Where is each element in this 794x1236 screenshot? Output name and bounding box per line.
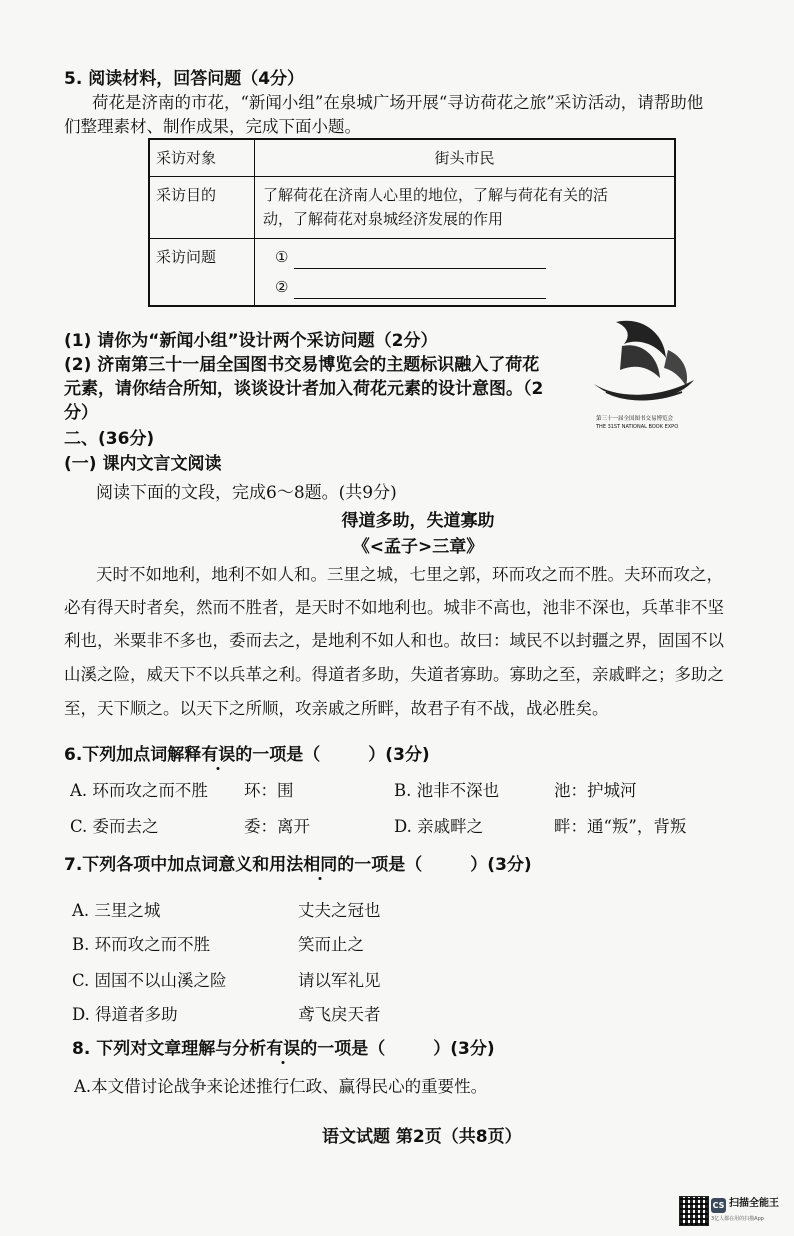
q6-option-c[interactable]: C. 委而去之 <box>70 817 159 836</box>
part2-instruction: 阅读下面的文段，完成6～8题。(共9分) <box>96 483 397 503</box>
interview-table <box>148 138 676 307</box>
q7-stem <box>64 854 532 876</box>
q6-gloss-a: 环：围 <box>244 781 294 800</box>
blank-2-marker: ② <box>275 278 289 296</box>
q7-stem-d: ）(3分) <box>470 855 532 875</box>
row-value-subject: 街头市民 <box>255 139 676 177</box>
q8-option-a[interactable]: A.本文借讨论战争来论述推行仁政、赢得民心的重要性。 <box>74 1077 488 1096</box>
q8-stem <box>72 1038 495 1060</box>
passage-subtitle: 《<孟子>三章》 <box>352 537 484 557</box>
q8-stem-emph: 有误 <box>266 1039 301 1059</box>
q6-option-a[interactable]: A. 环而攻之而不胜 <box>70 781 208 800</box>
answer-blank-2[interactable] <box>261 275 668 299</box>
passage-line-3: 利也，米粟非不多也，委而去之，是地利不如人和也。故曰：域民不以封疆之界，固国不以 <box>64 631 724 650</box>
q6-option-d[interactable]: D. 亲戚畔之 <box>394 817 484 836</box>
passage-line-1: 天时不如地利，地利不如人和。三里之城，七里之郭，环而攻之而不胜。夫环而攻之， <box>96 565 723 584</box>
passage-line-4: 山溪之险，威天下不以兵革之利。得道者多助，失道者寡助。寡助之至，亲戚畔之；多助之 <box>64 665 724 684</box>
q6-stem-d: ）(3分) <box>368 745 430 765</box>
q6-gloss-c: 委：离开 <box>244 817 310 836</box>
logo-caption-cn: 第三十一届全国图书交易博览会 <box>596 416 674 422</box>
row-label-purpose: 采访目的 <box>149 177 255 239</box>
blank-1-line <box>294 252 546 269</box>
q7-stem-emph: 相同 <box>303 855 338 875</box>
part2-heading: 二、(36分) <box>64 429 155 449</box>
blank-2-line <box>294 282 546 299</box>
q7-option-c[interactable]: C. 固国不以山溪之险 <box>72 971 227 990</box>
book-expo-logo <box>586 314 700 436</box>
q6-stem-a: 6.下列加点词解释 <box>64 745 202 765</box>
q8-stem-d: ）(3分) <box>433 1039 495 1059</box>
q6-stem <box>64 744 430 766</box>
row-value-questions <box>255 239 676 307</box>
page-footer: 语文试题 第2页（共8页） <box>322 1127 522 1147</box>
purpose-line2: 动，了解荷花对泉城经济发展的作用 <box>263 210 504 228</box>
q5-sub2-line3: 分） <box>64 403 98 423</box>
q8-stem-c: 的一项是（ <box>300 1039 386 1059</box>
q5-heading: 5. 阅读材料，回答问题（4分） <box>64 69 305 89</box>
q7-option-a-compare: 丈夫之冠也 <box>298 901 381 920</box>
q5-intro-line2: 们整理素材、制作成果，完成下面小题。 <box>64 117 361 136</box>
lotus-sail-icon <box>586 314 700 414</box>
qr-code-icon <box>679 1196 709 1226</box>
q7-option-c-compare: 请以军礼见 <box>298 971 381 990</box>
blank-1-marker: ① <box>275 248 289 266</box>
q7-option-b-compare: 笑而止之 <box>298 935 364 954</box>
q7-option-a[interactable]: A. 三里之城 <box>72 901 161 920</box>
q6-gloss-d: 畔：通“叛”，背叛 <box>554 817 687 836</box>
camscanner-logo-icon: CS <box>711 1198 726 1213</box>
watermark-name: 扫描全能王 <box>729 1198 779 1209</box>
row-label-questions: 采访问题 <box>149 239 255 307</box>
row-value-purpose <box>255 177 676 239</box>
purpose-line1: 了解荷花在济南人心里的地位，了解与荷花有关的活 <box>263 186 609 204</box>
q6-stem-c: 的一项是（ <box>235 745 321 765</box>
watermark-tagline: 3亿人都在用的扫描App <box>711 1216 764 1222</box>
row-label-subject: 采访对象 <box>149 139 255 177</box>
q5-sub1: (1) 请你为“新闻小组”设计两个采访问题（2分） <box>64 331 438 351</box>
passage-line-2: 必有得天时者矣，然而不胜者，是天时不如地利也。城非不高也，池非不深也，兵革非不坚 <box>64 598 724 617</box>
q5-sub2-line1: (2) 济南第三十一届全国图书交易博览会的主题标识融入了荷花 <box>64 355 540 375</box>
q5-intro-line1: 荷花是济南的市花，“新闻小组”在泉城广场开展“寻访荷花之旅”采访活动，请帮助他 <box>92 93 704 112</box>
q6-stem-emph: 有误 <box>201 745 236 765</box>
q6-gloss-b: 池：护城河 <box>554 781 637 800</box>
q7-stem-a: 7.下列各项中加点词意义和用法 <box>64 855 304 875</box>
answer-blank-1[interactable] <box>261 245 668 269</box>
q7-option-d-compare: 鸢飞戾天者 <box>298 1005 381 1024</box>
passage-title: 得道多助，失道寡助 <box>341 511 495 531</box>
logo-caption-en: THE 31ST NATIONAL BOOK EXPO <box>596 424 679 430</box>
q7-stem-c: 的一项是（ <box>337 855 423 875</box>
q7-option-d[interactable]: D. 得道者多助 <box>72 1005 178 1024</box>
q8-stem-a: 8. 下列对文章理解与分析 <box>72 1039 267 1059</box>
passage-line-5: 至，天下顺之。以天下之所顺，攻亲戚之所畔，故君子有不战，战必胜矣。 <box>64 699 609 718</box>
q5-sub2-line2: 元素，请你结合所知，谈谈设计者加入荷花元素的设计意图。（2 <box>64 379 544 399</box>
q6-option-b[interactable]: B. 池非不深也 <box>394 781 500 800</box>
q7-option-b[interactable]: B. 环而攻之而不胜 <box>72 935 211 954</box>
part2-subheading: (一) 课内文言文阅读 <box>64 454 222 474</box>
